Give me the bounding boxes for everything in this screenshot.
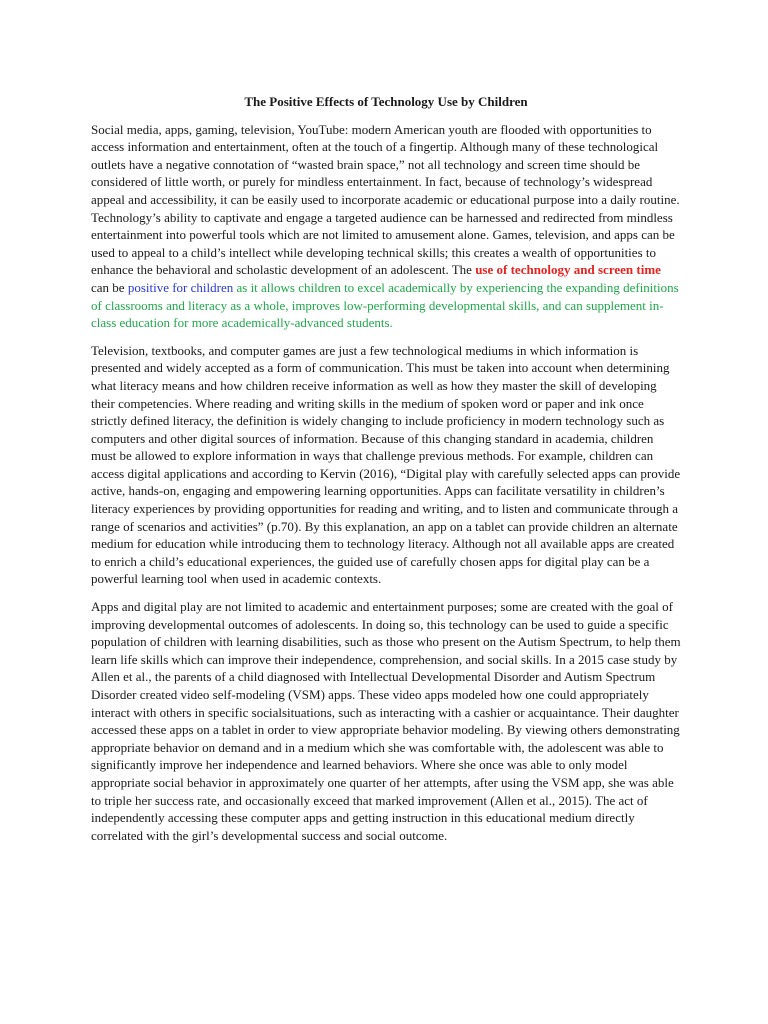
document-body [91, 93, 681, 854]
highlight-red-phrase: use of technology and screen time [475, 262, 661, 278]
paragraph-2: Television, textbooks, and computer games are just a few technological mediums in which information is presented and widely accepted as a form of communication. This must be taken into account when determining what literacy means and how children receive information as well as how they master the skill of developing their competencies. Where reading and writing skills in the medium of spoken word or paper and ink once strictly defined literacy, the definition is widely changing to include proficiency in modern technology such as computers and other digital sources of information. Because of this changing standard in academia, children must be allowed to explore information in ways that challenge previous methods. For example, children can access digital applications and according to Kervin (2016), “Digital play with carefully selected apps can provide active, hands-on, engaging and empowering learning opportunities. Apps can facilitate versatility in children’s literacy experiences by providing opportunities for reading and writing, and to listen and communicate through a range of scenarios and activities” (p.70). By this explanation, an app on a tablet can provide children an alternate medium for education while introducing them to technology literacy. Although not all available apps are created to enrich a child’s educational experiences, the guided use of carefully chosen apps for digital play can be a powerful learning tool when used in academic contexts. [91, 342, 681, 587]
paragraph-1-mid: can be [91, 279, 128, 295]
document-title: The Positive Effects of Technology Use by Children [244, 94, 528, 109]
highlight-green-phrase: as it allows children to excel academically by experiencing the expanding definitions of classrooms and literacy as a whole, improves low-performing developmental skills, and can supplement in-class education for more academically-advanced students. [91, 279, 679, 331]
paragraph-1 [91, 121, 681, 332]
paragraph-3: Apps and digital play are not limited to academic and entertainment purposes; some are created with the goal of improving developmental outcomes of adolescents. In doing so, this technology can be used to guide a specific population of children with learning disabilities, such as those who present on the Autism Spectrum, to help them learn life skills which can improve their independence, comprehension, and social skills. In a 2015 case study by Allen et al., the parents of a child diagnosed with Intellectual Developmental Disorder and Autism Spectrum Disorder created video self-modeling (VSM) apps. These video apps modeled how one could appropriately interact with others in specific socialsituations, such as interacting with a cashier or acquaintance. Their daughter accessed these apps on a tablet in order to view appropriate behavior modeling. By viewing others demonstrating appropriate behavior on demand and in a medium which she was comfortable with, the adolescent was able to significantly improve her independence and learned behaviors. Where she once was able to only model appropriate social behavior in approximately one quarter of her attempts, after using the VSM app, she was able to triple her success rate, and occasionally exceed that marked improvement (Allen et al., 2015). The act of independently accessing these computer apps and getting instruction in this educational medium directly correlated with the girl’s developmental success and social outcome. [91, 599, 681, 843]
paragraph-1-text: Social media, apps, gaming, television, YouTube: modern American youth are flooded with opportunities to access information and entertainment, often at the touch of a fingertip. Although many of these technological outlets have a negative connotation of “wasted brain space,” not all technology and screen time should be considered of little worth, or purely for mindless entertainment. In fact, because of technology’s widespread appeal and accessibility, it can be easily used to incorporate academic or educational purpose into a daily routine. Technology’s ability to captivate and engage a targeted audience can be harnessed and redirected from mindless entertainment into powerful tools which are not limited to amusement alone. Games, television, and apps can be used to appeal to a child’s intellect while developing technical skills; this creates a wealth of opportunities to enhance the behavioral and scholastic development of an adolescent. The [91, 121, 680, 278]
highlight-blue-phrase: positive for children [127, 279, 234, 295]
